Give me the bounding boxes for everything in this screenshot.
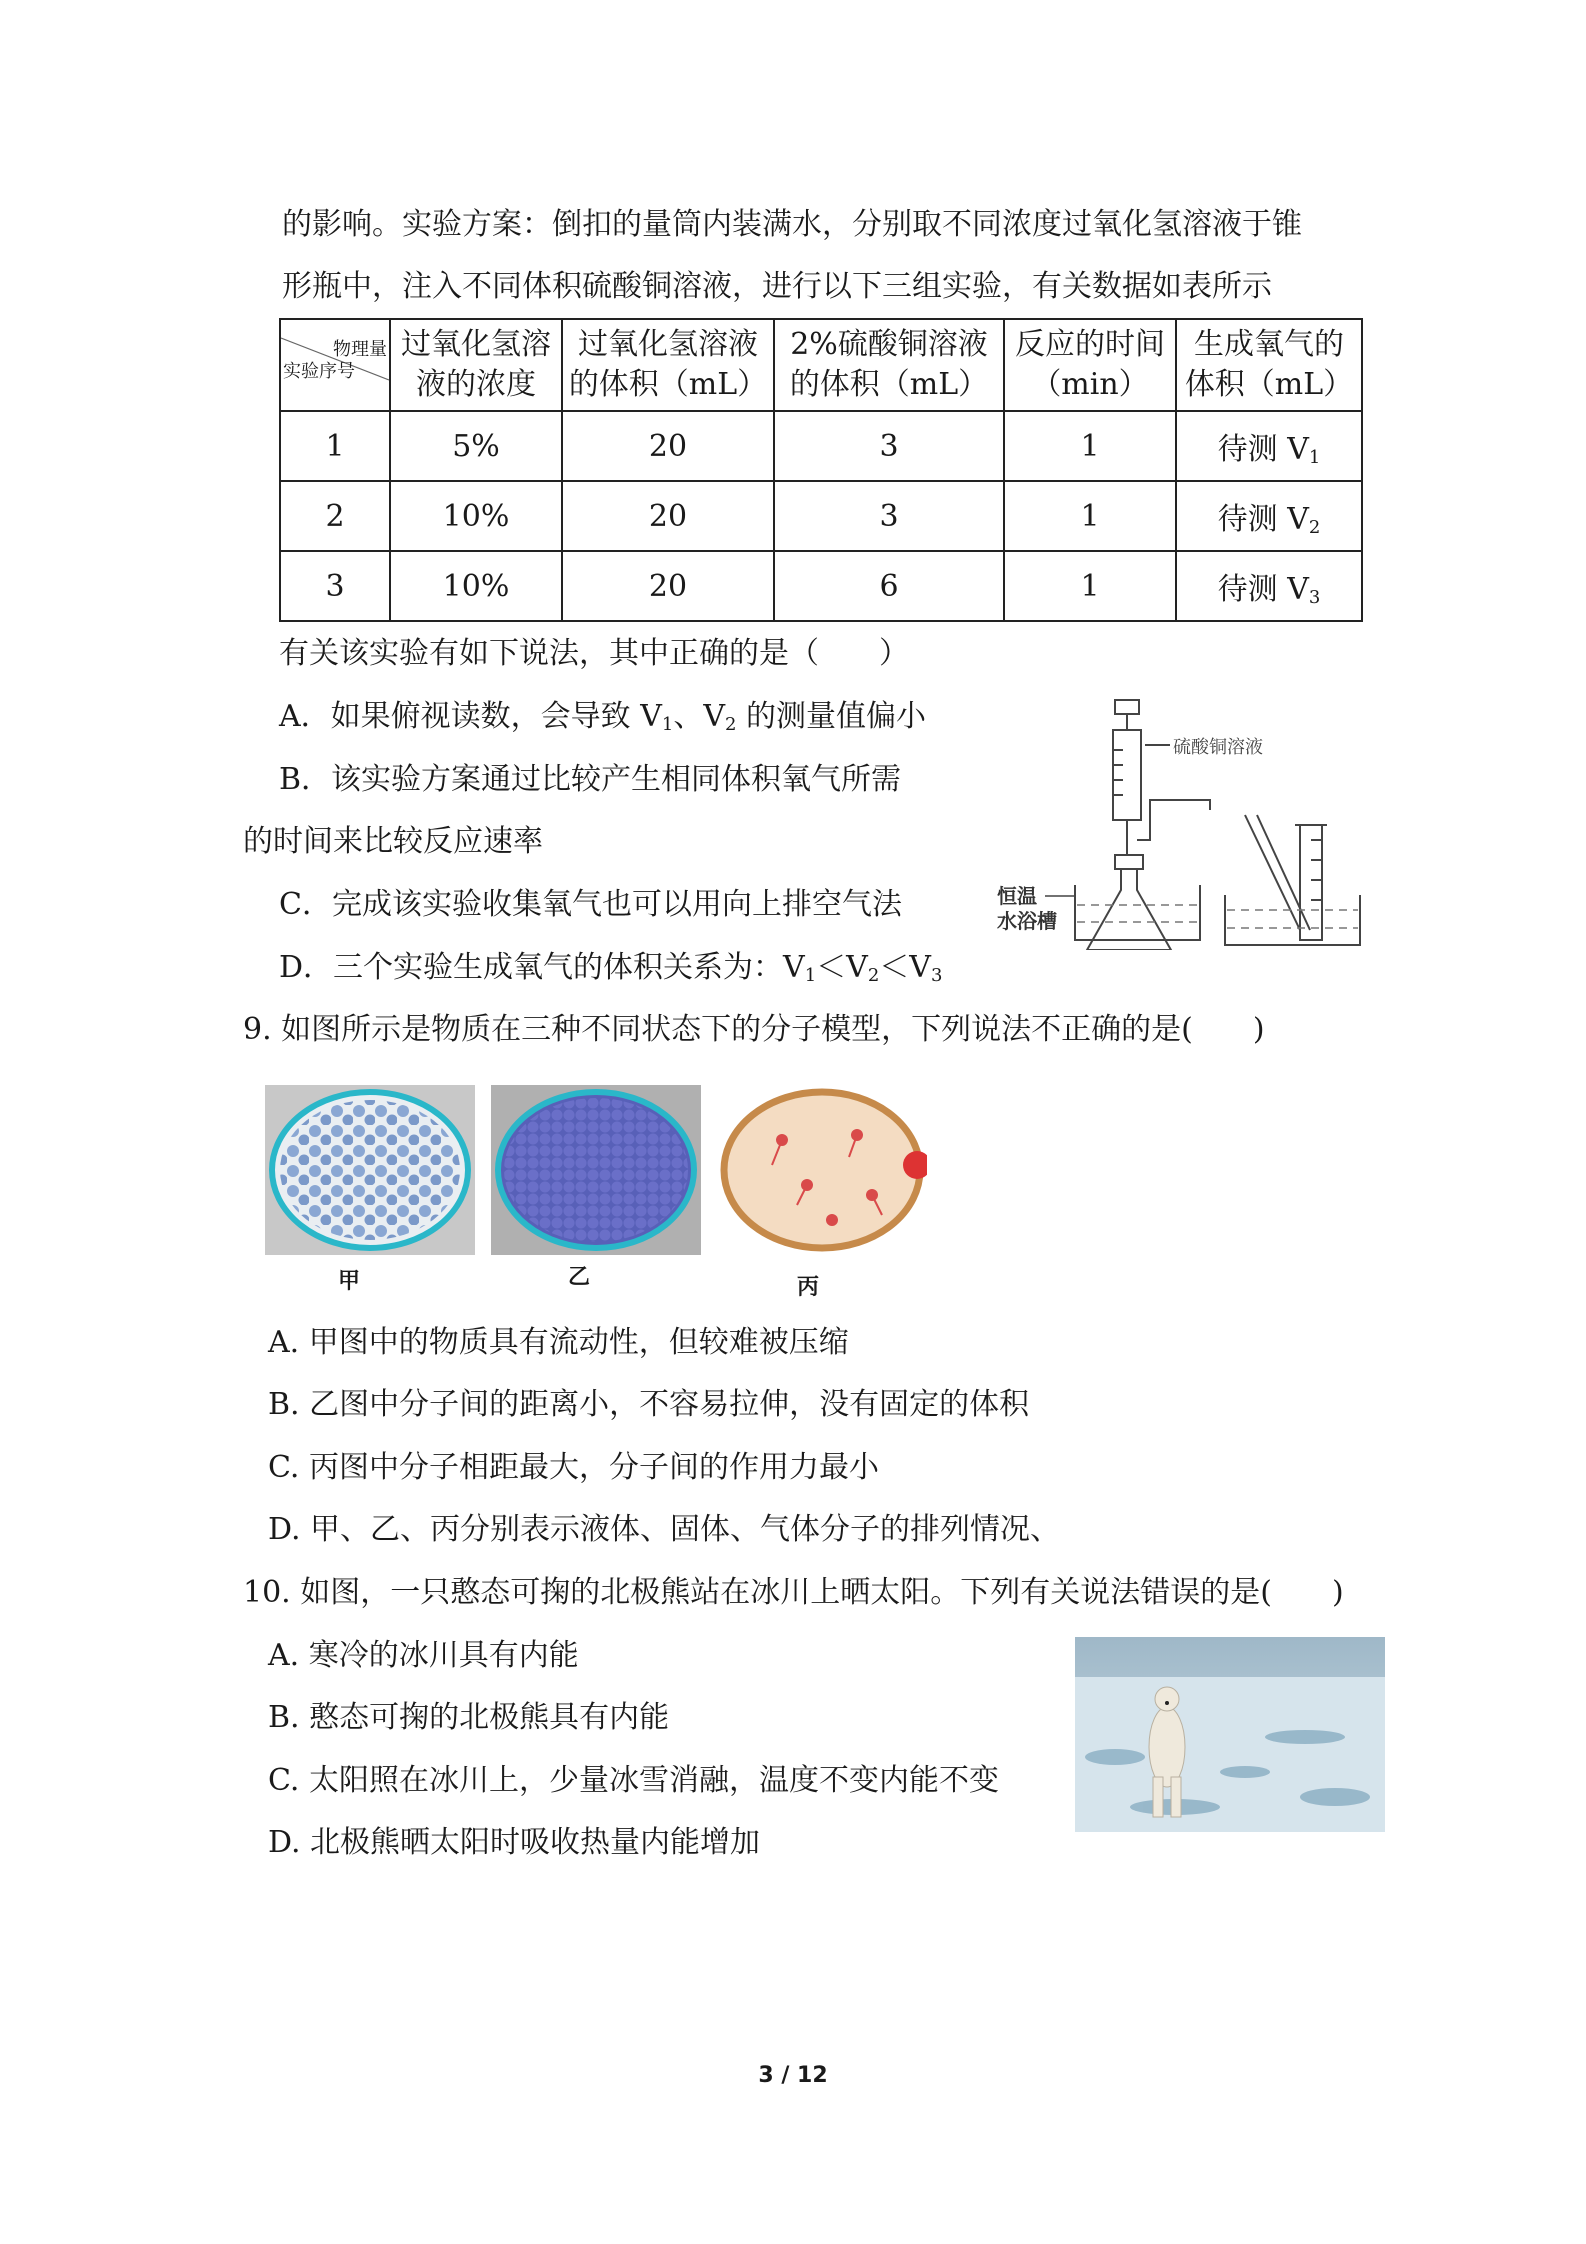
- header-cuso4-volume: 2%硫酸铜溶液 的体积（mL）: [774, 319, 1004, 411]
- q8-option-b-line1: B．该实验方案通过比较产生相同体积氧气所需: [279, 762, 902, 797]
- polar-bear-image: [1075, 1637, 1385, 1832]
- q9-option-c: C. 丙图中分子相距最大，分子间的作用力最小: [268, 1450, 879, 1485]
- table-row: 2 10% 20 3 1 待测 $V_2$: [280, 481, 1362, 551]
- header-h2o2-volume: 过氧化氢溶液 的体积（mL）: [562, 319, 774, 411]
- intro-line-1: 的影响。实验方案：倒扣的量筒内装满水，分别取不同浓度过氧化氢溶液于锥: [282, 207, 1302, 242]
- intro-line-2: 形瓶中，注入不同体积硫酸铜溶液，进行以下三组实验，有关数据如表所示: [282, 269, 1272, 304]
- q10-option-d: D. 北极熊晒太阳时吸收热量内能增加: [268, 1825, 761, 1860]
- label-cuso4-solution: 硫酸铜溶液: [1173, 737, 1263, 758]
- header-reaction-time: 反应的时间 （min）: [1004, 319, 1176, 411]
- table-row: 3 10% 20 6 1 待测 $V_3$: [280, 551, 1362, 621]
- q10-option-a: A. 寒冷的冰川具有内能: [268, 1638, 579, 1673]
- q9-option-b: B. 乙图中分子间的距离小，不容易拉伸，没有固定的体积: [268, 1387, 1030, 1422]
- q10-option-c: C. 太阳照在冰川上，少量冰雪消融，温度不变内能不变: [268, 1763, 999, 1798]
- corner-bottom-label: 实验序号: [283, 361, 355, 382]
- label-bing: 丙: [797, 1275, 820, 1300]
- label-jia: 甲: [338, 1269, 361, 1294]
- label-yi: 乙: [568, 1265, 591, 1290]
- header-o2-volume: 生成氧气的 体积（mL）: [1176, 319, 1362, 411]
- table-row: 1 5% 20 3 1 待测 $V_1$: [280, 411, 1362, 481]
- experiment-table: [279, 318, 1363, 622]
- q9-option-a: A. 甲图中的物质具有流动性，但较难被压缩: [268, 1325, 849, 1360]
- page-number: 3 / 12: [758, 2063, 828, 2088]
- label-water-bath: 水浴槽: [997, 909, 1057, 933]
- q8-option-a: A．如果俯视读数，会导致 $V_1$、$V_2$ 的测量值偏小: [279, 699, 926, 735]
- q9-option-d: D. 甲、乙、丙分别表示液体、固体、气体分子的排列情况、: [268, 1512, 1061, 1547]
- solid-model-image: [491, 1085, 701, 1255]
- label-constant-temp: 恒温: [997, 884, 1037, 908]
- liquid-model-image: [265, 1085, 475, 1255]
- q8-option-d: D．三个实验生成氧气的体积关系为：$V_1<V_2<V_3$: [279, 950, 943, 986]
- q9-stem: 9. 如图所示是物质在三种不同状态下的分子模型，下列说法不正确的是( ): [243, 1012, 1265, 1047]
- corner-top-label: 物理量: [333, 339, 387, 360]
- gas-model-image: [717, 1085, 927, 1255]
- apparatus-figure: [995, 690, 1370, 950]
- q10-option-b: B. 憨态可掬的北极熊具有内能: [268, 1700, 670, 1735]
- header-concentration: 过氧化氢溶 液的浓度: [390, 319, 562, 411]
- q8-stem: 有关该实验有如下说法，其中正确的是（ ）: [279, 636, 909, 671]
- table-corner-cell: [280, 319, 390, 411]
- q8-option-b-line2: 的时间来比较反应速率: [243, 824, 543, 859]
- q10-stem: 10. 如图，一只憨态可掬的北极熊站在冰川上晒太阳。下列有关说法错误的是( ): [243, 1575, 1344, 1610]
- q8-option-c: C．完成该实验收集氧气也可以用向上排空气法: [279, 887, 902, 922]
